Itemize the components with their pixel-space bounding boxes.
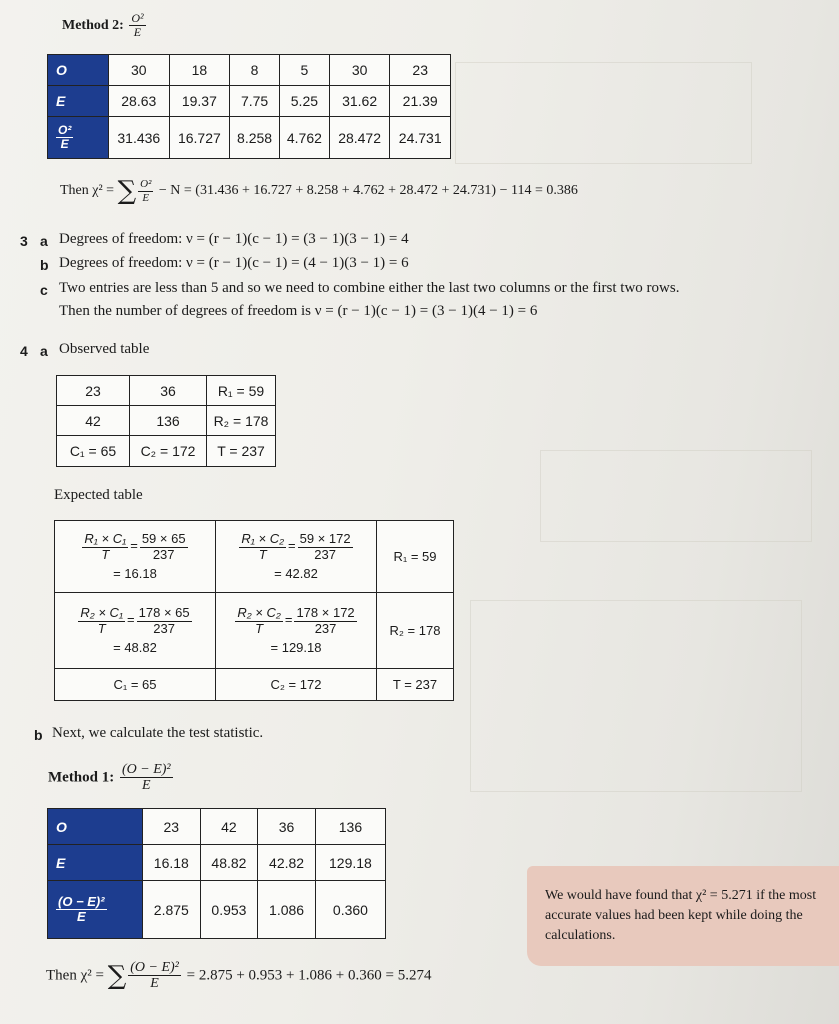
- table-cell: 7.75: [230, 86, 280, 117]
- fraction-numerator: O²: [58, 122, 72, 137]
- fraction-numerator: 59 × 65: [141, 531, 186, 547]
- table-row: [48, 55, 451, 86]
- q4-part-b-label: b: [34, 727, 43, 743]
- table-cell: 23: [143, 809, 201, 845]
- sigma-symbol: ∑: [117, 176, 137, 206]
- question-4-number: 4: [20, 343, 28, 359]
- table-cell: R₁ = 59: [377, 521, 454, 593]
- table-cell: 136: [315, 809, 385, 845]
- fraction-denominator: E: [76, 909, 86, 924]
- method2-then-line: [60, 176, 578, 206]
- method2-fraction: [129, 12, 145, 39]
- fraction-denominator: T: [101, 546, 110, 562]
- fraction-denominator: 237: [153, 620, 175, 636]
- table-cell: 36: [258, 809, 316, 845]
- fraction-denominator: 237: [314, 620, 337, 636]
- q3-part-c-label: c: [40, 282, 48, 298]
- fraction-numerator: 59 × 172: [299, 531, 351, 547]
- fraction-numerator: O²: [131, 11, 144, 25]
- method1-table: [47, 808, 386, 939]
- table-cell: 23: [390, 55, 451, 86]
- expected-result: = 48.82: [113, 639, 157, 655]
- table-row: [55, 669, 454, 701]
- table-row: [57, 406, 276, 436]
- table-cell: 8.258: [230, 117, 280, 159]
- table-cell: 5.25: [279, 86, 329, 117]
- q3-part-c-text-1: Two entries are less than 5 and so we need to combine either the last two columns or the first two rows.: [59, 280, 680, 296]
- table-cell: R₂ = 178: [207, 406, 276, 436]
- table-row: [48, 881, 386, 939]
- table-cell: R₂ = 178: [377, 593, 454, 669]
- expected-result: = 16.18: [113, 565, 157, 581]
- q4-part-a-label: a: [40, 343, 48, 359]
- row-header-e: E: [48, 86, 109, 117]
- table-cell: 28.472: [329, 117, 390, 159]
- table-row: [55, 593, 454, 669]
- table-cell: C₂ = 172: [130, 436, 207, 467]
- method1-fraction: [120, 762, 173, 794]
- q3-part-b-label: b: [40, 257, 49, 273]
- bleed-through-grid: [540, 450, 812, 542]
- then-prefix: Then χ² =: [46, 967, 108, 984]
- fraction-denominator: T: [97, 620, 106, 636]
- expected-cell-r2c2: $\frac{\text{R₂ × C₂}}{T}$ = $\frac{178 \times 172}{237}$ = 129.18: [216, 593, 377, 669]
- expected-table: [54, 520, 454, 701]
- fraction-denominator: E: [142, 191, 150, 204]
- method2-label: Method 2:: [62, 17, 124, 33]
- table-cell: 16.18: [143, 845, 201, 881]
- accuracy-note-text: We would have found that χ² = 5.271 if the most accurate values had been kept while doing the calculations.: [545, 888, 817, 943]
- fraction-numerator: (O − E)²: [130, 960, 179, 975]
- table-cell: C₂ = 172: [216, 669, 377, 701]
- table-cell: 31.62: [329, 86, 390, 117]
- then-fraction: [138, 178, 153, 203]
- fraction-numerator: R₂ × C₁: [80, 605, 124, 621]
- q4-part-b-text: Next, we calculate the test statistic.: [52, 725, 264, 741]
- table-cell: C₁ = 65: [57, 436, 130, 467]
- fraction-denominator: E: [133, 25, 142, 40]
- row-header-e: E: [48, 845, 143, 881]
- fraction-numerator: 178 × 172: [296, 605, 355, 621]
- method2-heading: [62, 12, 148, 39]
- method1-label: Method 1:: [48, 769, 115, 786]
- observed-table: [56, 375, 276, 467]
- fraction-numerator: R₁ × C₁: [84, 531, 127, 547]
- bleed-through-grid: [455, 62, 752, 164]
- row-header-o-minus-e-squared-over-e: [48, 881, 143, 939]
- table-row: [48, 86, 451, 117]
- row-header-o: O: [48, 55, 109, 86]
- fraction-denominator: 237: [152, 546, 175, 562]
- table-cell: 5: [279, 55, 329, 86]
- fraction-numerator: (O − E)²: [122, 762, 171, 777]
- table-cell: 0.953: [200, 881, 258, 939]
- method1-then-line: [46, 960, 431, 992]
- fraction-numerator: R₂ × C₂: [237, 605, 281, 621]
- table-row: [48, 809, 386, 845]
- fraction-numerator: O²: [140, 178, 152, 191]
- table-cell: 129.18: [315, 845, 385, 881]
- table-row: [57, 376, 276, 406]
- table-cell: T = 237: [377, 669, 454, 701]
- table-cell: 42: [57, 406, 130, 436]
- table-cell: 1.086: [258, 881, 316, 939]
- sigma-symbol: ∑: [107, 960, 127, 991]
- fraction-denominator: E: [150, 976, 159, 992]
- table-cell: 136: [130, 406, 207, 436]
- q3-part-a-text: Degrees of freedom: ν = (r − 1)(c − 1) = (3 − 1)(3 − 1) = 4: [59, 231, 409, 247]
- table-row: [48, 845, 386, 881]
- table-cell: 8: [230, 55, 280, 86]
- expected-cell-r1c2: $\frac{\text{R₁ × C₂}}{T}$ = $\frac{59 \times 172}{237}$ = 42.82: [216, 521, 377, 593]
- q3-part-a-label: a: [40, 233, 48, 249]
- table-row: [48, 117, 451, 159]
- table-row: [57, 436, 276, 467]
- bleed-through-grid: [470, 600, 802, 792]
- fraction-denominator: E: [142, 778, 151, 794]
- table-cell: 21.39: [390, 86, 451, 117]
- fraction-numerator: R₁ × C₂: [241, 531, 285, 547]
- table-cell: 42: [200, 809, 258, 845]
- expected-result: = 129.18: [270, 639, 322, 655]
- table-cell: 23: [57, 376, 130, 406]
- accuracy-note-box: [527, 866, 839, 966]
- table-cell: R₁ = 59: [207, 376, 276, 406]
- fraction-numerator: (O − E)²: [58, 893, 105, 909]
- table-cell: T = 237: [207, 436, 276, 467]
- method2-table: [47, 54, 451, 159]
- method1-heading: [48, 762, 175, 794]
- table-cell: 30: [109, 55, 170, 86]
- question-3-number: 3: [20, 233, 28, 249]
- expected-cell-r2c1: $\frac{\text{R₂ × C₁}}{T}$ = $\frac{178 \times 65}{237}$ = 48.82: [55, 593, 216, 669]
- q4-part-a-text: Observed table: [59, 341, 150, 357]
- then-prefix: Then χ² =: [60, 183, 118, 199]
- fraction-denominator: T: [258, 546, 267, 562]
- then-rest: = 2.875 + 0.953 + 1.086 + 0.360 = 5.274: [186, 967, 432, 984]
- table-cell: 18: [169, 55, 230, 86]
- q3-part-c-text-2: Then the number of degrees of freedom is ν = (r − 1)(c − 1) = (3 − 1)(4 − 1) = 6: [59, 303, 538, 319]
- then-rest: − N = (31.436 + 16.727 + 8.258 + 4.762 + 28.472 + 24.731) − 114 = 0.386: [158, 183, 578, 199]
- table-cell: 36: [130, 376, 207, 406]
- table-cell: 30: [329, 55, 390, 86]
- row-header-o: O: [48, 809, 143, 845]
- table-cell: 0.360: [315, 881, 385, 939]
- fraction-denominator: T: [255, 620, 264, 636]
- table-cell: 42.82: [258, 845, 316, 881]
- fraction-numerator: 178 × 65: [138, 605, 190, 621]
- q3-part-b-text: Degrees of freedom: ν = (r − 1)(c − 1) = (4 − 1)(3 − 1) = 6: [59, 255, 409, 271]
- expected-table-title: Expected table: [54, 487, 143, 503]
- table-cell: C₁ = 65: [55, 669, 216, 701]
- then-fraction: [128, 960, 181, 992]
- table-cell: 2.875: [143, 881, 201, 939]
- table-cell: 31.436: [109, 117, 170, 159]
- table-row: [55, 521, 454, 593]
- expected-cell-r1c1: $\frac{\text{R₁ × C₁}}{T}$ = $\frac{59 \times 65}{237}$ = 16.18: [55, 521, 216, 593]
- expected-result: = 42.82: [274, 565, 318, 581]
- table-cell: 48.82: [200, 845, 258, 881]
- table-cell: 24.731: [390, 117, 451, 159]
- table-cell: 4.762: [279, 117, 329, 159]
- fraction-denominator: 237: [314, 546, 336, 562]
- fraction-denominator: E: [60, 137, 69, 151]
- table-cell: 19.37: [169, 86, 230, 117]
- table-cell: 16.727: [169, 117, 230, 159]
- table-cell: 28.63: [109, 86, 170, 117]
- row-header-o2-over-e: [48, 117, 109, 159]
